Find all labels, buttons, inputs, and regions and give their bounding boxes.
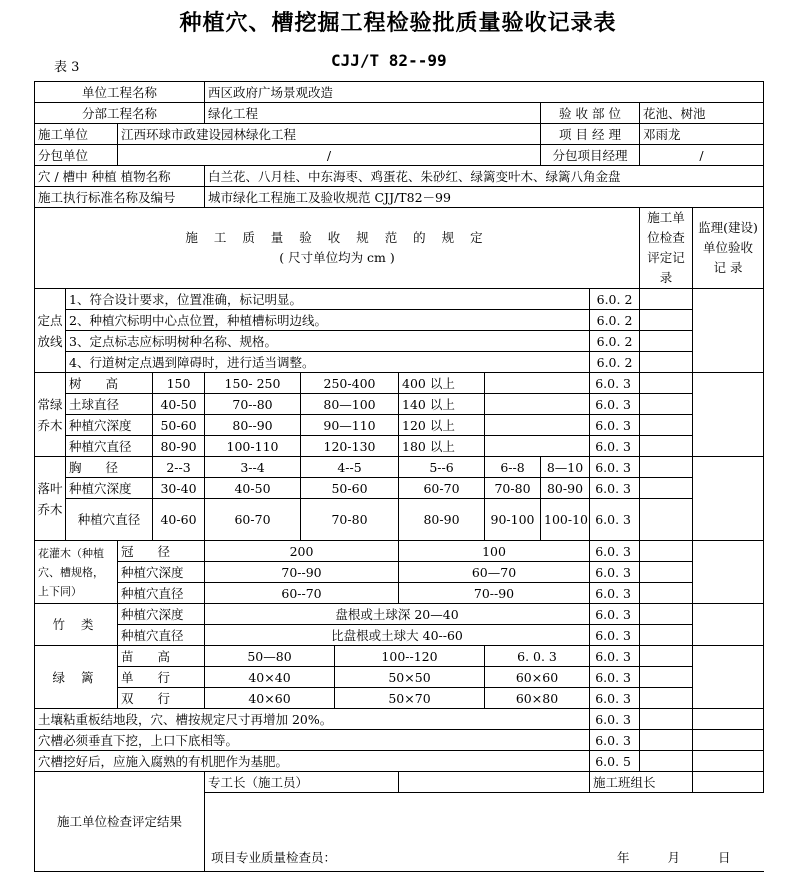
evergreen-value: 70--80 [205,394,301,415]
construction-check-cell [640,751,693,772]
construction-check-cell [640,310,693,331]
shrub-row [35,541,764,562]
hedge-ref: 6.0. 3 [590,646,640,667]
staking-ref: 6.0. 2 [590,352,640,373]
evergreen-row [35,415,764,436]
construction-check-cell [640,604,693,625]
deciduous-value: 2--3 [153,457,205,478]
construction-check-cell [640,541,693,562]
info-row-sub-project [35,103,764,124]
construction-check-cell [640,688,693,709]
note-text: 穴槽必须垂直下挖，上口下底相等。 [35,730,590,751]
foreman-label: 专工长（施工员） [205,772,399,793]
date-year: 年 [617,850,630,865]
construction-check-cell [640,709,693,730]
hedge-value: 50×70 [335,688,485,709]
inspection-table [34,81,764,872]
hedge-ref: 6.0. 3 [590,688,640,709]
evergreen-ref: 6.0. 3 [590,415,640,436]
sub-project-value: 绿化工程 [205,103,541,124]
info-row-plant-names [35,166,764,187]
shrub-row-name: 冠 径 [118,541,205,562]
shrub-value: 100 [399,541,590,562]
evergreen-value: 50-60 [153,415,205,436]
unit-project-value: 西区政府广场景观改造 [205,82,764,103]
staking-row [35,289,764,310]
deciduous-value: 60-70 [205,499,301,541]
sub-manager-label: 分包项目经理 [541,145,640,166]
evergreen-value: 80—100 [301,394,399,415]
construction-check-cell [640,499,693,541]
shrub-value: 200 [205,541,399,562]
construction-check-cell [640,394,693,415]
subcontractor-value: / [118,145,541,166]
supervision-check-cell [693,751,764,772]
bamboo-label: 竹 类 [35,604,118,646]
result-label: 施工单位检查评定结果 [35,772,205,872]
shrub-row [35,562,764,583]
note-ref: 6.0. 5 [590,751,640,772]
construction-check-cell [640,457,693,478]
standard-code: CJJ/T 82--99 [331,51,447,70]
evergreen-ref: 6.0. 3 [590,373,640,394]
supervision-check-cell [693,709,764,730]
staking-row [35,352,764,373]
deciduous-value: 50-60 [301,478,399,499]
staking-ref: 6.0. 2 [590,331,640,352]
supervision-check-cell [693,646,764,709]
staking-item: 1、符合设计要求，位置准确，标记明显。 [66,289,590,310]
project-manager-value: 邓雨龙 [640,124,764,145]
construction-check-cell [640,562,693,583]
deciduous-value: 40-50 [205,478,301,499]
evergreen-value: 140 以上 [399,394,485,415]
shrub-ref: 6.0. 3 [590,583,640,604]
hedge-value: 50—80 [205,646,335,667]
staking-item: 3、定点标志应标明树种名称、规格。 [66,331,590,352]
shrub-row-name: 种植穴深度 [118,562,205,583]
deciduous-ref: 6.0. 3 [590,457,640,478]
staking-item: 2、种植穴标明中心点位置，种植槽标明边线。 [66,310,590,331]
construction-check-cell [640,352,693,373]
construction-check-cell [640,436,693,457]
deciduous-value: 90-100 [485,499,541,541]
hedge-row [35,667,764,688]
supervision-check-cell [693,457,764,541]
hedge-row [35,646,764,667]
deciduous-value: 8—10 [541,457,590,478]
hedge-value: 40×40 [205,667,335,688]
inspector-label: 项目专业质量检查员： [211,850,337,865]
hedge-row-name: 苗 高 [118,646,205,667]
deciduous-value: 5--6 [399,457,485,478]
date-day: 日 [718,850,731,865]
shrub-row-name: 种植穴直径 [118,583,205,604]
spec-header [35,208,640,289]
staking-label: 定点放线 [35,289,66,373]
evergreen-value: 400 以上 [399,373,485,394]
hedge-value: 50×50 [335,667,485,688]
hedge-row-name: 双 行 [118,688,205,709]
deciduous-row [35,499,764,541]
construction-unit-value: 江西环球市政建设园林绿化工程 [118,124,541,145]
staking-row [35,331,764,352]
evergreen-value: 120 以上 [399,415,485,436]
construction-check-cell [640,289,693,310]
shrub-label: 花灌木（种植穴、槽规格，上下同） [35,541,118,604]
hedge-value: 100--120 [335,646,485,667]
subcontractor-label: 分包单位 [35,145,118,166]
acceptance-part-label: 验 收 部 位 [541,103,640,124]
deciduous-value: 30-40 [153,478,205,499]
exec-standard-value: 城市绿化工程施工及验收规范 CJJ/T82－99 [205,187,764,208]
construction-check-header: 施工单位检查评定记录 [640,208,693,289]
hedge-label: 绿 篱 [35,646,118,709]
staking-ref: 6.0. 2 [590,310,640,331]
spec-unit: ( 尺寸单位均为 cm ) [279,250,395,265]
shrub-ref: 6.0. 3 [590,562,640,583]
staking-item: 4、行道树定点遇到障碍时，进行适当调整。 [66,352,590,373]
document-title: 种植穴、槽挖掘工程检验批质量验收记录表 [179,11,617,36]
note-row [35,751,764,772]
evergreen-row-name: 树 高 [66,373,153,394]
hedge-value: 60×60 [485,667,590,688]
construction-check-cell [640,667,693,688]
bamboo-ref: 6.0. 3 [590,604,640,625]
deciduous-row-name: 胸 径 [66,457,153,478]
deciduous-value: 4--5 [301,457,399,478]
note-ref: 6.0. 3 [590,709,640,730]
note-text: 土壤粘重板结地段，穴、槽按规定尺寸再增加 20%。 [35,709,590,730]
bamboo-value: 比盘根或土球大 40--60 [205,625,590,646]
form-number: 表 3 [54,60,80,75]
info-row-exec-standard [35,187,764,208]
evergreen-row-name: 种植穴深度 [66,415,153,436]
evergreen-row-name: 土球直径 [66,394,153,415]
hedge-value: 6. 0. 3 [485,646,590,667]
evergreen-value: 120-130 [301,436,399,457]
evergreen-row-name: 种植穴直径 [66,436,153,457]
construction-check-cell [640,583,693,604]
deciduous-value: 100-10 [541,499,590,541]
evergreen-ref: 6.0. 3 [590,436,640,457]
shrub-value: 60--70 [205,583,399,604]
project-manager-label: 项 目 经 理 [541,124,640,145]
deciduous-row [35,478,764,499]
plant-names-value: 白兰花、八月桂、中东海枣、鸡蛋花、朱砂红、绿篱变叶木、绿篱八角金盘 [205,166,764,187]
shrub-ref: 6.0. 3 [590,541,640,562]
note-row [35,709,764,730]
supervision-check-cell [693,604,764,646]
deciduous-value: 3--4 [205,457,301,478]
evergreen-value: 80--90 [205,415,301,436]
evergreen-row [35,394,764,415]
note-row [35,730,764,751]
deciduous-row [35,457,764,478]
shrub-row [35,583,764,604]
footer-row [35,772,764,793]
deciduous-value: 40-60 [153,499,205,541]
evergreen-row [35,373,764,394]
deciduous-ref: 6.0. 3 [590,478,640,499]
hedge-row [35,688,764,709]
plant-names-label: 穴 / 槽中 种植 植物名称 [35,166,205,187]
deciduous-value: 60-70 [399,478,485,499]
evergreen-label: 常绿乔木 [35,373,66,457]
evergreen-value: 150 [153,373,205,394]
evergreen-value: 90—110 [301,415,399,436]
deciduous-label: 落叶乔木 [35,457,66,541]
evergreen-value: 40-50 [153,394,205,415]
deciduous-value: 6--8 [485,457,541,478]
bamboo-row-name: 种植穴深度 [118,604,205,625]
bamboo-row [35,625,764,646]
unit-project-label: 单位工程名称 [35,82,205,103]
staking-row [35,310,764,331]
spec-header-row [35,208,764,289]
team-leader-value [693,772,764,793]
staking-ref: 6.0. 2 [590,289,640,310]
evergreen-ref: 6.0. 3 [590,394,640,415]
info-row-unit-project [35,82,764,103]
info-row-construction-unit [35,124,764,145]
construction-check-cell [640,646,693,667]
evergreen-row [35,436,764,457]
supervision-check-header: 监理(建设)单位验收 记 录 [693,208,764,289]
supervision-check-cell [693,730,764,751]
hedge-ref: 6.0. 3 [590,667,640,688]
note-text: 穴槽挖好后，应施入腐熟的有机肥作为基肥。 [35,751,590,772]
date-month: 月 [667,850,681,865]
acceptance-part-value: 花池、树池 [640,103,764,124]
bamboo-value: 盘根或土球深 20—40 [205,604,590,625]
supervision-check-cell [693,541,764,604]
foreman-value [399,772,590,793]
hedge-value: 40×60 [205,688,335,709]
deciduous-value: 70-80 [301,499,399,541]
deciduous-value: 70-80 [485,478,541,499]
inspector-cell [205,793,764,872]
supervision-check-cell [693,373,764,457]
bamboo-row [35,604,764,625]
note-ref: 6.0. 3 [590,730,640,751]
sub-manager-value: / [640,145,764,166]
deciduous-ref: 6.0. 3 [590,499,640,541]
construction-check-cell [640,625,693,646]
deciduous-row-name: 种植穴深度 [66,478,153,499]
hedge-value: 60×80 [485,688,590,709]
shrub-value: 70--90 [205,562,399,583]
shrub-value: 70--90 [399,583,590,604]
shrub-value: 60—70 [399,562,590,583]
construction-check-cell [640,478,693,499]
evergreen-value: 80-90 [153,436,205,457]
sub-project-label: 分部工程名称 [35,103,205,124]
info-row-subcontractor [35,145,764,166]
evergreen-value: 180 以上 [399,436,485,457]
deciduous-row-name: 种植穴直径 [66,499,153,541]
exec-standard-label: 施工执行标准名称及编号 [35,187,205,208]
construction-check-cell [640,730,693,751]
construction-check-cell [640,415,693,436]
construction-unit-label: 施工单位 [35,124,118,145]
supervision-check-cell [693,289,764,373]
evergreen-value: 100-110 [205,436,301,457]
deciduous-value: 80-90 [399,499,485,541]
evergreen-value: 150- 250 [205,373,301,394]
deciduous-value: 80-90 [541,478,590,499]
hedge-row-name: 单 行 [118,667,205,688]
evergreen-value: 250-400 [301,373,399,394]
spec-title: 施 工 质 量 验 收 规 范 的 规 定 [185,230,489,245]
construction-check-cell [640,373,693,394]
bamboo-row-name: 种植穴直径 [118,625,205,646]
team-leader-label: 施工班组长 [590,772,693,793]
bamboo-ref: 6.0. 3 [590,625,640,646]
construction-check-cell [640,331,693,352]
